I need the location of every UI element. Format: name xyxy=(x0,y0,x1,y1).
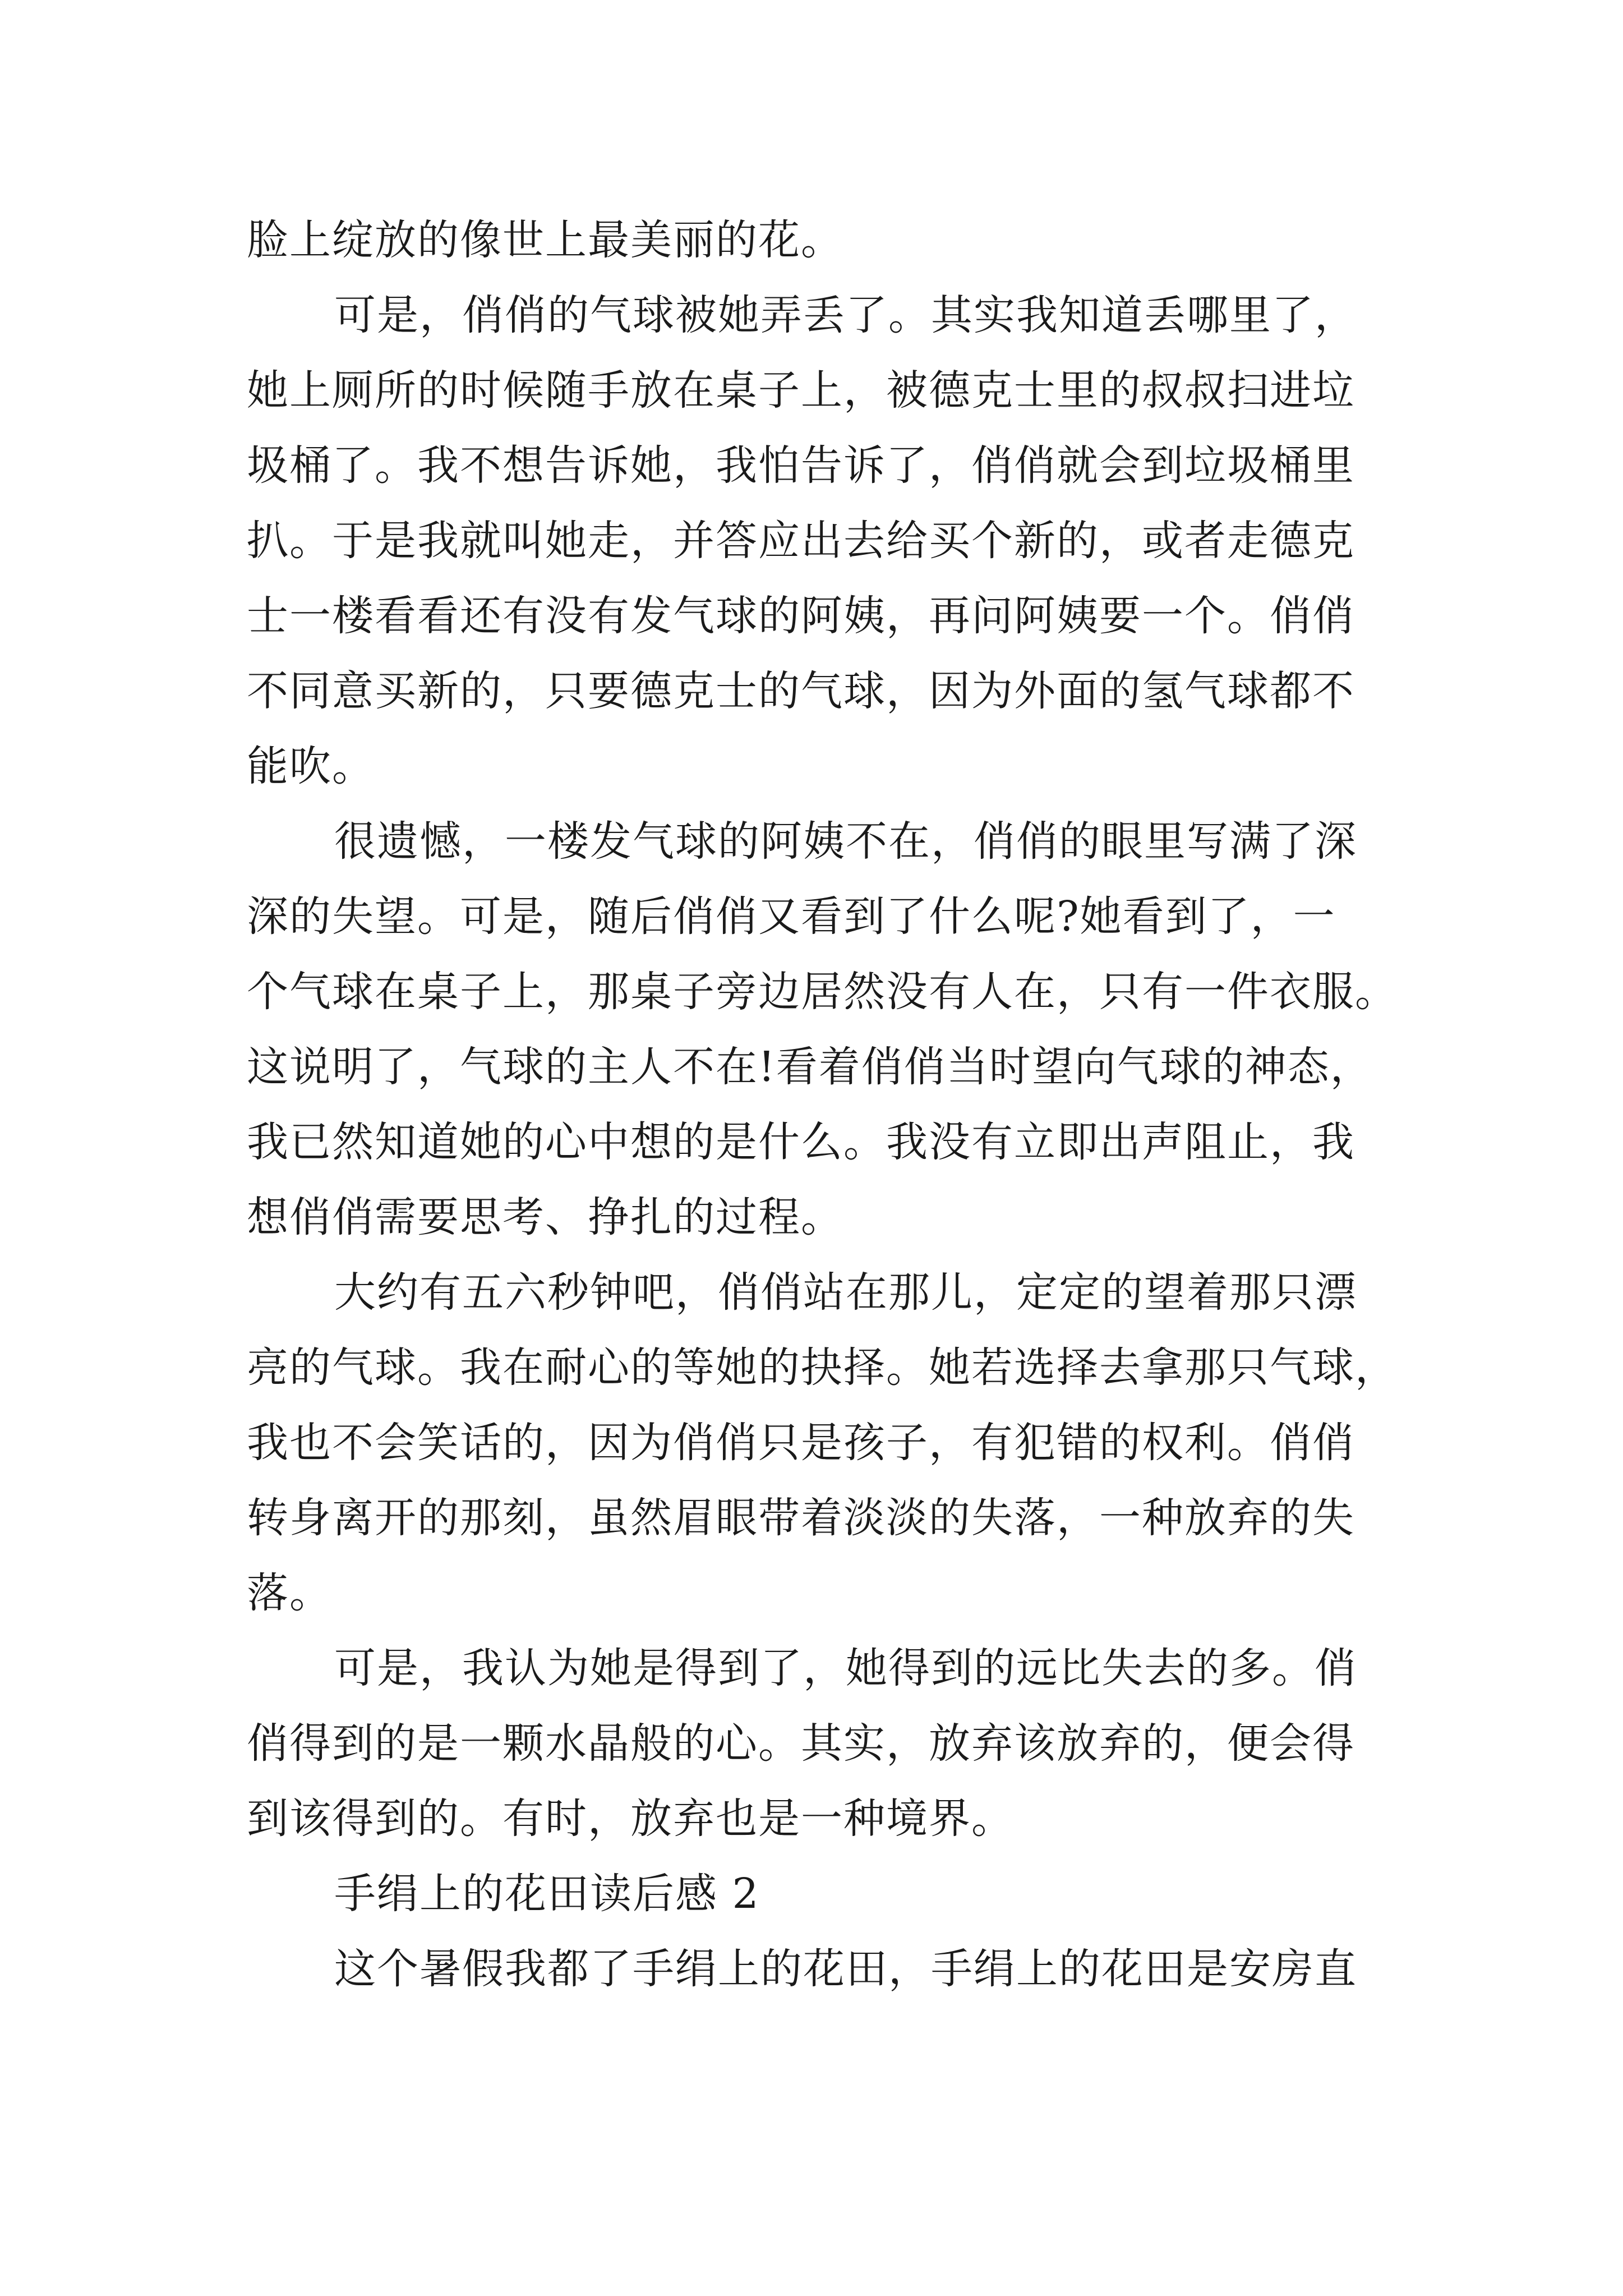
text-line: 转身离开的那刻，虽然眉眼带着淡淡的失落，一种放弃的失 xyxy=(247,1494,1355,1542)
text-line: 扒。于是我就叫她走，并答应出去给买个新的，或者走德克 xyxy=(247,517,1355,565)
text-line: 到该得到的。有时，放弃也是一种境界。 xyxy=(247,1795,1014,1843)
paragraph-start-line: 大约有五六秒钟吧，俏俏站在那儿，定定的望着那只漂 xyxy=(334,1268,1357,1317)
text-line: 不同意买新的，只要德克士的气球，因为外面的氢气球都不 xyxy=(247,667,1355,715)
section-heading: 手绢上的花田读后感 2 xyxy=(334,1870,760,1918)
text-line: 俏得到的是一颗水晶般的心。其实，放弃该放弃的，便会得 xyxy=(247,1719,1355,1768)
text-line: 我已然知道她的心中想的是什么。我没有立即出声阻止，我 xyxy=(247,1118,1355,1166)
text-line: 落。 xyxy=(247,1569,332,1617)
text-line: 深的失望。可是，随后俏俏又看到了什么呢?她看到了，一 xyxy=(247,892,1336,941)
text-line: 想俏俏需要思考、挣扎的过程。 xyxy=(247,1193,843,1241)
text-line: 士一楼看看还有没有发气球的阿姨，再问阿姨要一个。俏俏 xyxy=(247,592,1355,640)
text-line: 这说明了，气球的主人不在!看着俏俏当时望向气球的神态， xyxy=(247,1043,1373,1091)
text-line: 我也不会笑话的，因为俏俏只是孩子，有犯错的权利。俏俏 xyxy=(247,1419,1355,1467)
paragraph-start-line: 这个暑假我都了手绢上的花田，手绢上的花田是安房直 xyxy=(334,1945,1357,1993)
text-line: 能吹。 xyxy=(247,742,375,790)
text-line: 她上厕所的时候随手放在桌子上，被德克士里的叔叔扫进垃 xyxy=(247,366,1355,415)
text-line: 个气球在桌子上，那桌子旁边居然没有人在，只有一件衣服。 xyxy=(247,968,1398,1016)
paragraph-start-line: 很遗憾，一楼发气球的阿姨不在，俏俏的眼里写满了深 xyxy=(334,817,1357,866)
paragraph-start-line: 可是，俏俏的气球被她弄丢了。其实我知道丢哪里了， xyxy=(334,291,1357,339)
text-line: 脸上绽放的像世上最美丽的花。 xyxy=(247,216,843,264)
paragraph-start-line: 可是，我认为她是得到了，她得到的远比失去的多。俏 xyxy=(334,1644,1357,1692)
text-line: 圾桶了。我不想告诉她，我怕告诉了，俏俏就会到垃圾桶里 xyxy=(247,441,1355,490)
text-line: 亮的气球。我在耐心的等她的抉择。她若选择去拿那只气球， xyxy=(247,1343,1398,1392)
